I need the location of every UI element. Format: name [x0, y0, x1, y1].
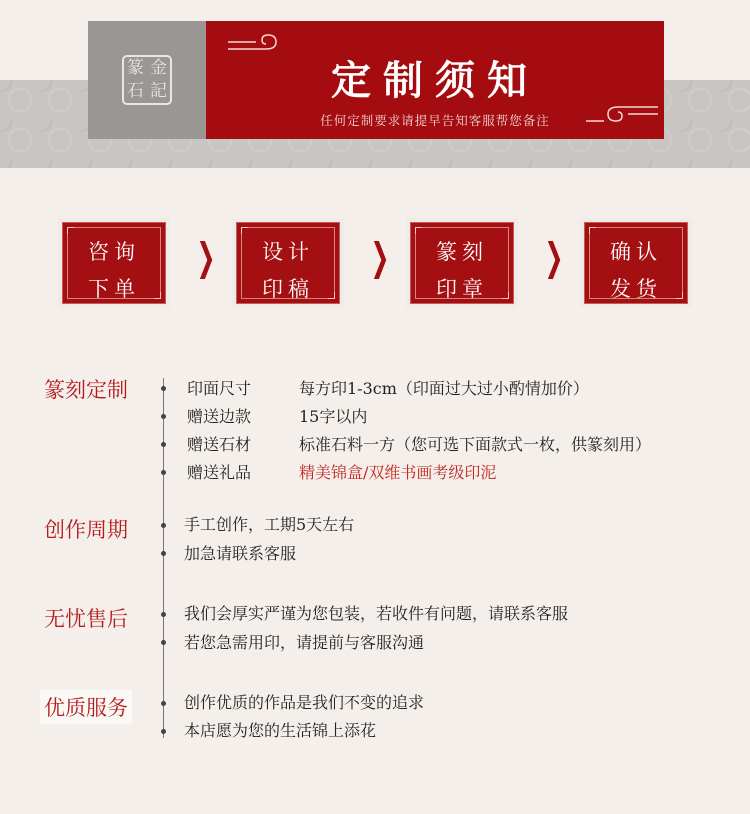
- step-label: 印稿: [262, 277, 314, 301]
- row-value: 标准石料一方（您可选下面款式一枚，供篆刻用）: [299, 435, 652, 454]
- row-value: 每方印1-3cm（印面过大过小酌情加价）: [299, 379, 589, 398]
- seal-char: 石: [127, 81, 144, 101]
- step-consult-order: [58, 218, 170, 308]
- bullet-dot: [161, 523, 166, 528]
- bullet-dot: [161, 442, 166, 447]
- row-value: 15字以内: [299, 407, 368, 426]
- gift-value: 精美锦盒/双维书画考级印泥: [299, 463, 497, 482]
- section-title-custom: 篆刻定制: [44, 378, 128, 402]
- cycle-line: 手工创作，工期5天左右: [184, 515, 355, 534]
- bullet-dot: [161, 386, 166, 391]
- seal-char: 金: [150, 58, 167, 78]
- section-title-service: 优质服务: [40, 690, 132, 724]
- seal-char: 篆: [127, 58, 144, 78]
- bullet-dot: [161, 640, 166, 645]
- page-subtitle: 任何定制要求请提早告知客服帮您备注: [320, 113, 550, 128]
- row-label: 赠送石材: [187, 435, 252, 454]
- cycle-line: 加急请联系客服: [184, 544, 297, 563]
- bullet-dot: [161, 729, 166, 734]
- bullet-dot: [161, 701, 166, 706]
- timeline-line: [163, 378, 164, 738]
- seal-char: 記: [150, 81, 167, 101]
- step-label: 篆刻: [436, 240, 488, 264]
- seal-logo: [122, 55, 172, 105]
- chevron-right-icon: ❯: [196, 235, 216, 279]
- step-label: 设计: [262, 240, 314, 264]
- step-design-draft: [232, 218, 344, 308]
- bullet-dot: [161, 470, 166, 475]
- row-label: 赠送边款: [187, 407, 252, 426]
- section-title-aftersale: 无忧售后: [44, 607, 128, 631]
- service-line: 本店愿为您的生活锦上添花: [184, 721, 377, 740]
- bullet-dot: [161, 612, 166, 617]
- step-confirm-ship: [580, 218, 692, 308]
- aftersale-line: 我们会厚实严谨为您包装，若收件有问题，请联系客服: [184, 604, 569, 623]
- page-title: 定制须知: [331, 57, 539, 104]
- step-label: 印章: [436, 277, 488, 301]
- row-label: 印面尺寸: [187, 379, 252, 398]
- chevron-right-icon: ❯: [544, 235, 564, 279]
- step-label: 确认: [610, 240, 662, 264]
- step-label: 发货: [610, 277, 662, 301]
- step-label: 咨询: [88, 240, 140, 264]
- chevron-right-icon: ❯: [370, 235, 390, 279]
- section-title-cycle: 创作周期: [44, 518, 128, 542]
- row-label: 赠送礼品: [187, 463, 252, 482]
- title-banner: [206, 21, 664, 139]
- cloud-ornament-icon: [584, 99, 660, 127]
- aftersale-line: 若您急需用印，请提前与客服沟通: [184, 633, 425, 652]
- step-carve-seal: [406, 218, 518, 308]
- seal-logo-panel: [88, 21, 206, 139]
- bullet-dot: [161, 551, 166, 556]
- service-line: 创作优质的作品是我们不变的追求: [184, 693, 425, 712]
- step-label: 下单: [88, 277, 140, 301]
- bullet-dot: [161, 414, 166, 419]
